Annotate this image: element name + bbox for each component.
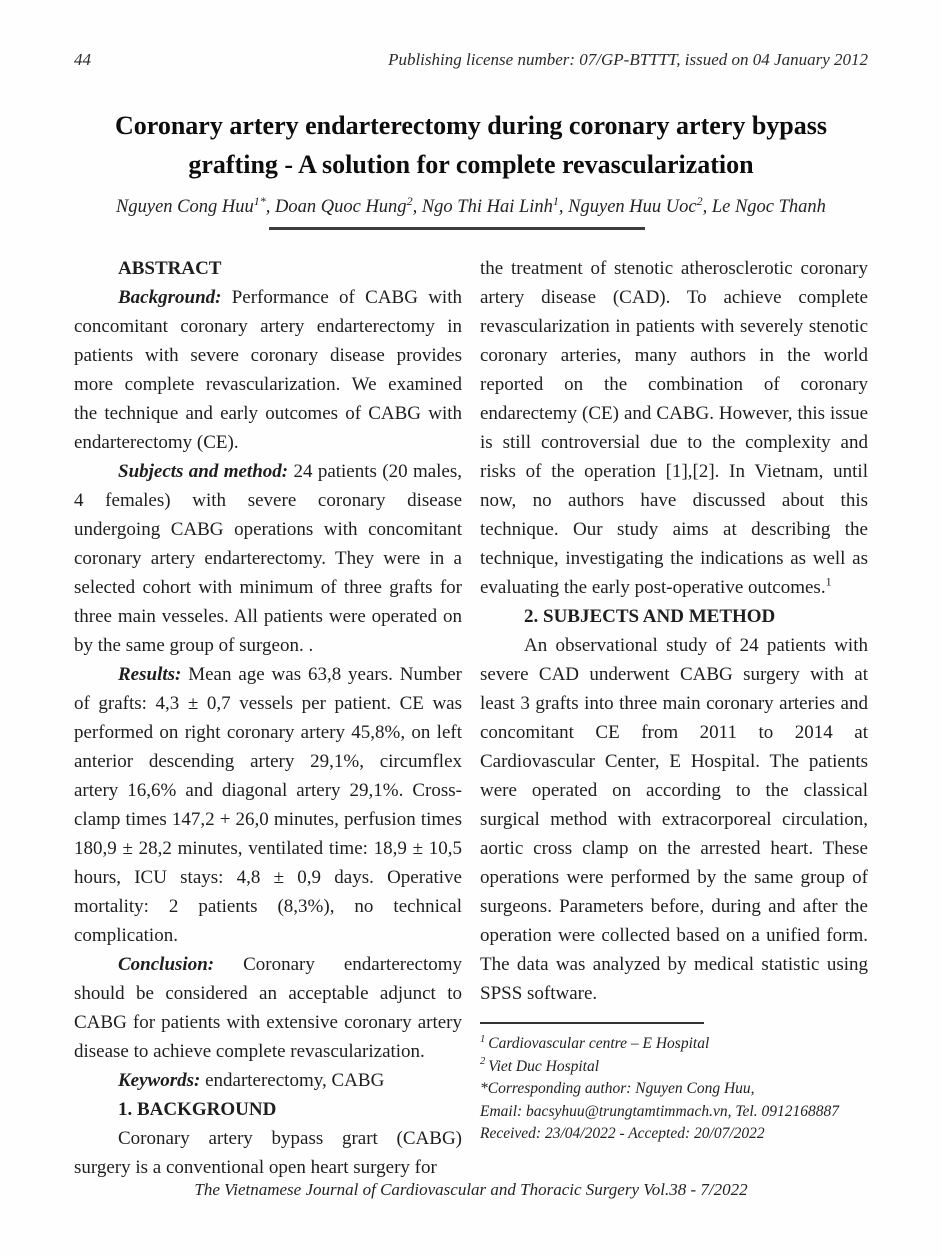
- keywords-line: [74, 1066, 462, 1095]
- footnote-text: *Corresponding author: Nguyen Cong Huu,: [480, 1080, 755, 1097]
- author-separator: ,: [412, 197, 422, 217]
- author-name: Ngo Thi Hai Linh: [421, 197, 553, 217]
- author-affiliation-mark: 1*: [253, 193, 266, 208]
- two-column-body: [0, 254, 942, 1182]
- footnote-text: Viet Duc Hospital: [488, 1057, 600, 1075]
- license-note: Publishing license number: 07/GP-BTTTT, issued on 04 January 2012: [388, 50, 868, 69]
- section-1-heading: 1. BACKGROUND: [118, 1099, 277, 1120]
- paragraph-text: Coronary artery bypass grart (CABG) surgery is a conventional open heart surgery for: [74, 1128, 462, 1178]
- paragraph-lead: Background:: [118, 287, 222, 308]
- abstract-results-paragraph: [74, 660, 462, 950]
- page-number: 44: [74, 50, 91, 69]
- author-name: Doan Quoc Hung: [275, 197, 407, 217]
- authors-divider: [269, 227, 645, 230]
- paragraph-lead: Conclusion:: [118, 954, 215, 975]
- footnote-corresponding-author: [480, 1078, 868, 1101]
- background-continuation-paragraph: [480, 254, 868, 602]
- paragraph-lead: Keywords:: [118, 1070, 201, 1091]
- left-column: [74, 254, 462, 1182]
- paragraph-text: endarterectomy, CABG: [205, 1070, 385, 1091]
- author-name: Nguyen Huu Uoc: [568, 197, 697, 217]
- paragraph-text: Performance of CABG with concomitant coronary artery endarterectomy in patients with severe coronary disease provides more complete revascularization. We examined the technique and early outcomes of CABG with endarterectomy (CE).: [74, 287, 462, 453]
- author-separator: ,: [702, 197, 712, 217]
- footnote-affiliation-1: [480, 1033, 868, 1056]
- section-2-paragraph: [480, 631, 868, 1008]
- paragraph-lead: Results:: [118, 664, 182, 685]
- abstract-conclusion-paragraph: [74, 950, 462, 1066]
- author-separator: ,: [558, 197, 569, 217]
- paragraph-text: Coronary endarterectomy should be considered an acceptable adjunct to CABG for patients with extensive coronary artery disease to achieve complete revascularization.: [74, 954, 463, 1062]
- footnotes-block: [480, 1033, 868, 1146]
- running-header: [0, 0, 942, 70]
- section-2-heading: 2. SUBJECTS AND METHOD: [524, 606, 776, 627]
- paragraph-lead: Subjects and method:: [118, 461, 289, 482]
- paragraph-text: the treatment of stenotic atherosclerotic coronary artery disease (CAD). To achieve complete revascularization in patients with severely stenotic coronary arteries, many authors in the world reported on the combination of coronary endarectemy (CE) and CABG. However, this issue is still controversial due to the complexity and risks of the operation [1],[2]. In Vietnam, until now, no authors have discussed about this technique. Our study aims at describing the technique, investigating the indications as well as evaluating the early post-operative outcomes.: [480, 258, 868, 598]
- author-affiliation-mark: 2: [696, 193, 703, 208]
- abstract-subjects-paragraph: [74, 457, 462, 660]
- footnote-divider: [480, 1022, 704, 1024]
- footnote-marker: 2: [480, 1056, 486, 1068]
- section-1-paragraph: [74, 1124, 462, 1182]
- footnote-email-tel: [480, 1101, 868, 1124]
- author-separator: ,: [265, 197, 276, 217]
- paragraph-text: An observational study of 24 patients with severe CAD underwent CABG surgery with at least 3 grafts into three main coronary arteries and concomitant CE from 2011 to 2014 at Cardiovascular Center, E Hospital. The patients were operated on according to the classical surgical method with extracorporeal circulation, aortic cross clamp on the arrested heart. These operations were performed by the same group of surgeons. Parameters before, during and after the operation were collected based on a unified form. The data was analyzed by medical statistic using SPSS software.: [480, 635, 868, 1004]
- abstract-background-paragraph: [74, 283, 462, 457]
- paragraph-text: Mean age was 63,8 years. Number of grafts: 4,3 ± 0,7 vessels per patient. CE was performed on right coronary artery 45,8%, on left anterior descending artery 29,1%, circumflex artery 16,6% and diagonal artery 29,1%. Cross-clamp times 147,2 + 26,0 minutes, perfusion times 180,9 ± 28,2 minutes, ventilated time: 18,9 ± 10,5 hours, ICU stays: 4,8 ± 0,9 days. Operative mortality: 2 patients (8,3%), no technical complication.: [74, 664, 462, 946]
- paper-title-line2: grafting - A solution for complete revascularization: [188, 150, 754, 179]
- abstract-heading: ABSTRACT: [118, 258, 222, 279]
- footnote-marker: 1: [480, 1033, 486, 1045]
- footnote-affiliation-2: [480, 1056, 868, 1079]
- author-name: Nguyen Cong Huu: [116, 197, 254, 217]
- author-affiliation-mark: 1: [552, 193, 559, 208]
- footnote-reference-mark: 1: [825, 574, 832, 589]
- author-name: Le Ngoc Thanh: [711, 197, 826, 217]
- footnote-text: Email: bacsyhuu@trungtamtimmach.vn, Tel. 0912168887: [480, 1102, 839, 1120]
- paper-title: [70, 106, 872, 184]
- journal-footer: The Vietnamese Journal of Cardiovascular and Thoracic Surgery Vol.38 - 7/2022: [194, 1180, 748, 1199]
- footnote-text: Cardiovascular centre – E Hospital: [488, 1035, 710, 1052]
- author-affiliation-mark: 2: [406, 193, 413, 208]
- authors-line: [60, 193, 882, 218]
- paper-title-line1: Coronary artery endarterectomy during coronary artery bypass: [115, 111, 827, 140]
- right-column: [480, 254, 868, 1182]
- paragraph-text: 24 patients (20 males, 4 females) with severe coronary disease undergoing CABG operations with concomitant coronary artery endarterectomy. They were in a selected cohort with minimum of three grafts for three main vesseles. All patients were operated on by the same group of surgeon. .: [74, 461, 463, 656]
- footnote-received-accepted: [480, 1123, 868, 1146]
- footnote-text: Received: 23/04/2022 - Accepted: 20/07/2022: [480, 1125, 765, 1142]
